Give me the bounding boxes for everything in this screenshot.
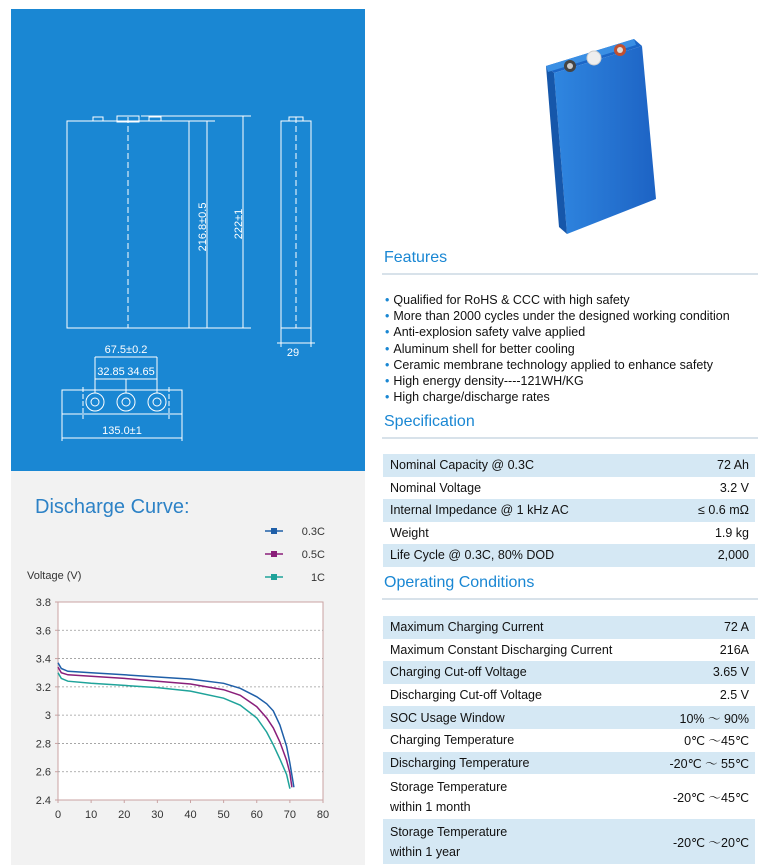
operating-row <box>383 752 755 775</box>
feature-text: Aluminum shell for better cooling <box>393 341 575 356</box>
row-label: Charging Cut-off Voltage <box>390 665 527 680</box>
dim-width: 135.0±1 <box>102 425 142 437</box>
feature-text: High energy density----121WH/KG <box>393 374 584 389</box>
dim-total-height: 222±1 <box>233 208 245 240</box>
row-label: Weight <box>390 525 429 540</box>
operating-row <box>383 684 755 707</box>
legend-label: 0.3C <box>301 526 325 538</box>
y-tick-label: 2.6 <box>35 766 51 779</box>
row-value: -20℃ ～45℃ <box>672 790 749 805</box>
operating-table <box>383 616 755 864</box>
row-value: 72 A <box>723 620 749 635</box>
y-tick-label: 3.6 <box>35 625 51 638</box>
feature-text: Anti-explosion safety valve applied <box>393 325 586 340</box>
legend-marker <box>271 551 277 557</box>
row-label: Maximum Charging Current <box>390 620 544 635</box>
chart-title: Discharge Curve: <box>35 496 190 518</box>
x-tick-label: 0 <box>54 809 62 821</box>
y-tick-label: 3.2 <box>35 681 51 694</box>
specification-title: Specification <box>384 413 475 430</box>
safety-valve <box>587 51 601 65</box>
x-tick-label: 50 <box>217 809 230 821</box>
x-tick-label: 40 <box>184 809 197 821</box>
specification-row <box>383 544 755 567</box>
product-photo <box>382 9 773 241</box>
feature-item <box>385 389 730 405</box>
operating-row <box>383 774 755 819</box>
feature-text: More than 2000 cycles under the designed working condition <box>393 309 730 324</box>
dim-height: 216.8±0.5 <box>197 202 209 252</box>
y-tick-label: 3 <box>44 710 51 723</box>
y-tick-label: 3.4 <box>35 653 51 666</box>
row-label: Nominal Capacity @ 0.3C <box>390 458 534 473</box>
row-value: -20℃ ～ 55℃ <box>669 756 749 771</box>
bullet-icon: • <box>385 309 390 324</box>
row-value: 1.9 kg <box>714 525 749 540</box>
specification-row <box>383 477 755 500</box>
row-value: 2.5 V <box>719 688 749 703</box>
row-value: 10% ～ 90% <box>679 711 749 726</box>
features-divider <box>382 273 758 275</box>
operating-row <box>383 729 755 752</box>
row-label: Discharging Cut-off Voltage <box>390 688 542 703</box>
specification-table <box>383 454 755 567</box>
specification-divider <box>382 437 758 439</box>
features-list <box>385 292 730 405</box>
dim-pitch-left: 32.85 <box>97 366 125 378</box>
specification-row <box>383 522 755 545</box>
row-label: Internal Impedance @ 1 kHz AC <box>390 503 569 518</box>
chart-legend <box>265 526 325 584</box>
legend-marker <box>271 528 277 534</box>
row-label: Maximum Constant Discharging Current <box>390 642 613 657</box>
feature-item <box>385 373 730 389</box>
row-value: 216A <box>719 642 749 657</box>
row-label: Life Cycle @ 0.3C, 80% DOD <box>390 548 555 563</box>
row-label-line2: within 1 month <box>390 799 471 814</box>
features-title: Features <box>384 249 448 266</box>
operating-row <box>383 616 755 639</box>
row-value: -20℃ ～20℃ <box>672 835 749 850</box>
bullet-icon: • <box>385 293 390 307</box>
cell-side-outline <box>281 121 311 328</box>
row-label: Charging Temperature <box>390 733 515 748</box>
specification-row <box>383 454 755 477</box>
battery-cell-image <box>382 9 773 241</box>
y-tick-label: 2.4 <box>35 795 51 807</box>
operating-row <box>383 639 755 662</box>
row-label: Discharging Temperature <box>390 755 530 770</box>
feature-item <box>385 308 730 324</box>
y-axis-label: Voltage (V) <box>27 570 82 582</box>
specification-row <box>383 499 755 522</box>
discharge-chart <box>11 471 365 865</box>
row-label-line1: Storage Temperature <box>390 824 508 839</box>
bullet-icon: • <box>385 390 390 405</box>
operating-row <box>383 819 755 864</box>
x-tick-label: 80 <box>316 809 330 821</box>
feature-text: Qualified for RoHS & CCC with high safety <box>393 293 630 307</box>
row-label <box>383 774 650 819</box>
row-value: 3.2 V <box>719 480 749 495</box>
x-tick-label: 10 <box>85 809 98 821</box>
row-value: ≤ 0.6 mΩ <box>698 503 749 518</box>
operating-divider <box>382 598 758 600</box>
x-tick-label: 20 <box>118 809 131 821</box>
y-tick-label: 3.8 <box>35 597 51 609</box>
bullet-icon: • <box>385 325 390 340</box>
cell-front-outline <box>67 121 189 328</box>
y-tick-label: 2.8 <box>35 738 51 751</box>
dim-pitch-right: 34.65 <box>127 366 155 378</box>
feature-item <box>385 292 730 308</box>
feature-text: Ceramic membrane technology applied to enhance safety <box>393 357 714 372</box>
row-label: Nominal Voltage <box>390 480 482 495</box>
x-tick-label: 60 <box>250 809 263 821</box>
feature-text: High charge/discharge rates <box>393 390 550 405</box>
row-value: 3.65 V <box>712 665 749 680</box>
discharge-chart-panel <box>11 471 365 865</box>
feature-item <box>385 357 730 373</box>
dimension-drawing <box>11 9 365 471</box>
bullet-icon: • <box>385 341 390 356</box>
feature-item <box>385 341 730 357</box>
operating-row <box>383 661 755 684</box>
row-value: 72 Ah <box>717 458 749 473</box>
operating-row <box>383 706 755 729</box>
legend-label: 1C <box>310 572 325 584</box>
bullet-icon: • <box>385 357 390 372</box>
feature-item <box>385 324 730 340</box>
dim-terminal-span: 67.5±0.2 <box>104 344 148 356</box>
x-tick-label: 30 <box>151 809 164 821</box>
bullet-icon: • <box>385 374 390 389</box>
dim-thickness: 29 <box>286 347 300 359</box>
x-tick-label: 70 <box>283 809 296 821</box>
plot-area <box>36 597 329 821</box>
operating-title: Operating Conditions <box>384 574 535 591</box>
dimension-drawing-panel <box>11 9 365 471</box>
row-label-line2: within 1 year <box>390 844 461 859</box>
row-label-line1: Storage Temperature <box>390 779 508 794</box>
row-label: SOC Usage Window <box>390 710 505 725</box>
legend-label: 0.5C <box>301 549 325 561</box>
row-value: 0℃ ～45℃ <box>684 734 749 749</box>
legend-marker <box>271 574 277 580</box>
plot-background <box>58 602 323 800</box>
row-value: 2,000 <box>717 548 749 563</box>
row-label <box>383 819 650 864</box>
